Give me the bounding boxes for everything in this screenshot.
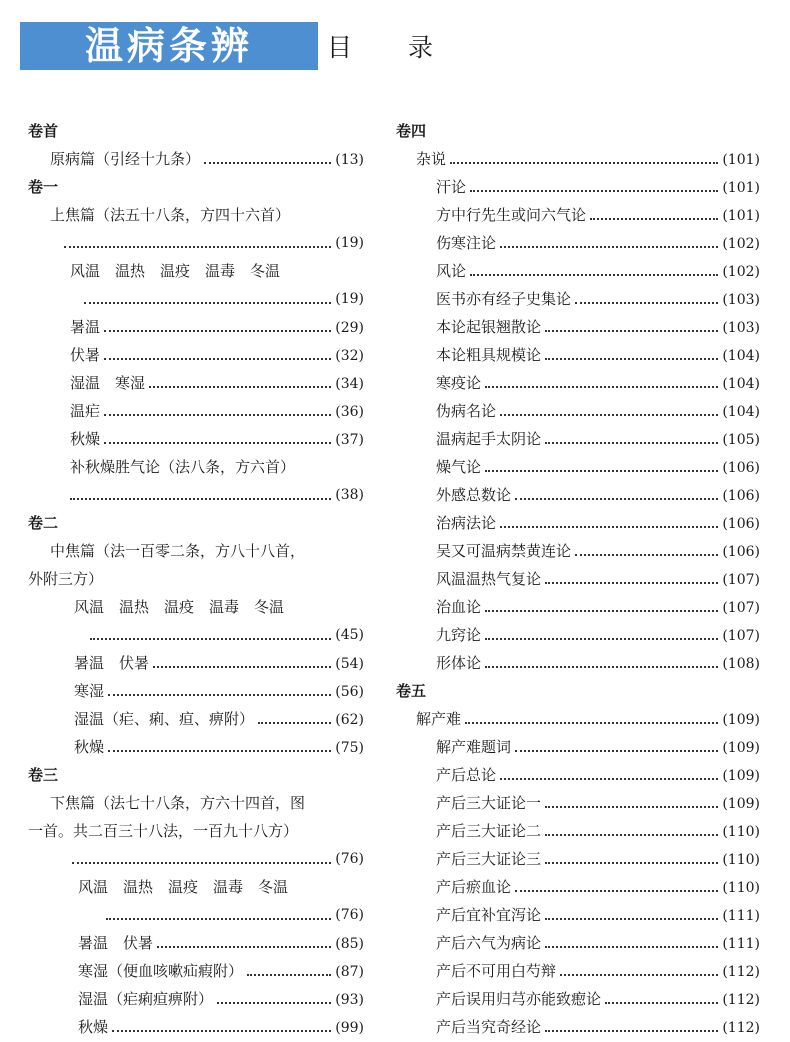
toc-heading-line bbox=[28, 453, 364, 481]
toc-heading-line bbox=[28, 593, 364, 621]
dot-leader bbox=[485, 470, 718, 472]
toc-entry bbox=[28, 397, 364, 425]
dot-leader bbox=[84, 302, 331, 304]
dot-leader bbox=[500, 526, 718, 528]
toc-entry-title: 秋燥 bbox=[78, 1018, 109, 1036]
toc-entry bbox=[396, 649, 760, 677]
toc-entry bbox=[396, 789, 760, 817]
toc-entry bbox=[396, 229, 760, 257]
page-number: (32) bbox=[335, 348, 364, 364]
dot-leader bbox=[450, 162, 718, 164]
toc-leader-line bbox=[28, 229, 364, 257]
toc-entry-title: 产后当究奇经论 bbox=[436, 1018, 542, 1036]
page-number: (104) bbox=[722, 404, 760, 420]
volume-heading bbox=[28, 761, 364, 789]
dot-leader bbox=[157, 946, 331, 948]
toc-entry-title: 形体论 bbox=[436, 654, 482, 672]
toc-entry bbox=[28, 677, 364, 705]
page-number: (104) bbox=[722, 376, 760, 392]
dot-leader bbox=[104, 330, 331, 332]
toc-entry bbox=[28, 425, 364, 453]
volume-heading bbox=[28, 173, 364, 201]
dot-leader bbox=[545, 946, 718, 948]
toc-entry-title: 治血论 bbox=[436, 598, 482, 616]
dot-leader bbox=[545, 806, 718, 808]
toc-entry-title: 燥气论 bbox=[436, 458, 482, 476]
toc-entry bbox=[396, 173, 760, 201]
toc-entry-title: 产后三大证论一 bbox=[436, 794, 542, 812]
toc-entry-title: 伤寒注论 bbox=[436, 234, 497, 252]
toc-entry-title: 暑温 伏暑 bbox=[78, 934, 154, 952]
toc-entry-title: 杂说 bbox=[416, 150, 447, 168]
toc-entry bbox=[396, 901, 760, 929]
toc-entry-title: 秋燥 bbox=[74, 738, 105, 756]
dot-leader bbox=[560, 974, 718, 976]
dot-leader bbox=[106, 918, 331, 920]
page-number: (38) bbox=[335, 487, 364, 503]
dot-leader bbox=[470, 274, 718, 276]
dot-leader bbox=[590, 218, 718, 220]
dot-leader bbox=[108, 750, 331, 752]
page-number: (85) bbox=[335, 936, 364, 952]
toc-entry bbox=[396, 845, 760, 873]
toc-entry bbox=[28, 341, 364, 369]
page-number: (29) bbox=[335, 320, 364, 336]
toc-entry bbox=[396, 481, 760, 509]
toc-entry-title: 风温 温热 温疫 温毒 冬温 bbox=[74, 598, 285, 616]
dot-leader bbox=[545, 918, 718, 920]
page-number: (107) bbox=[722, 600, 760, 616]
toc-entry bbox=[396, 565, 760, 593]
dot-leader bbox=[204, 162, 331, 164]
dot-leader bbox=[485, 638, 718, 640]
toc-entry-title: 一首。共二百三十八法，一百九十八方） bbox=[28, 822, 299, 840]
page-number: (19) bbox=[335, 291, 364, 307]
toc-leader-line bbox=[28, 845, 364, 873]
toc-entry bbox=[28, 1013, 364, 1041]
toc-entry-title: 产后宜补宜泻论 bbox=[436, 906, 542, 924]
toc-entry bbox=[396, 705, 760, 733]
dot-leader bbox=[72, 862, 331, 864]
page-number: (37) bbox=[335, 432, 364, 448]
page-number: (13) bbox=[335, 152, 364, 168]
toc-entry-title: 湿温（疟痢疸痹附） bbox=[78, 990, 214, 1008]
toc-entry-title: 九窍论 bbox=[436, 626, 482, 644]
page-number: (106) bbox=[722, 460, 760, 476]
page-number: (87) bbox=[335, 964, 364, 980]
book-title-banner: 温病条辨 bbox=[20, 22, 318, 70]
dot-leader bbox=[247, 974, 331, 976]
dot-leader bbox=[575, 554, 718, 556]
toc-entry bbox=[28, 313, 364, 341]
toc-entry-title: 伏暑 bbox=[70, 346, 101, 364]
toc-leader-line bbox=[28, 621, 364, 649]
dot-leader bbox=[545, 442, 718, 444]
page-number: (56) bbox=[335, 684, 364, 700]
dot-leader bbox=[575, 302, 718, 304]
page-number: (109) bbox=[722, 740, 760, 756]
page-number: (106) bbox=[722, 516, 760, 532]
toc-leader-line bbox=[28, 481, 364, 509]
page-number: (62) bbox=[335, 712, 364, 728]
toc-heading-line bbox=[28, 537, 364, 565]
toc-entry-title: 外感总数论 bbox=[436, 486, 512, 504]
toc-entry bbox=[28, 929, 364, 957]
toc-column-left bbox=[28, 117, 364, 1041]
toc-entry bbox=[396, 453, 760, 481]
page-number: (110) bbox=[722, 880, 760, 896]
toc-entry bbox=[396, 509, 760, 537]
page-number: (102) bbox=[722, 236, 760, 252]
toc-heading-line bbox=[28, 817, 364, 845]
dot-leader bbox=[217, 1002, 331, 1004]
dot-leader bbox=[605, 1002, 718, 1004]
toc-entry bbox=[396, 985, 760, 1013]
toc-entry-title: 卷二 bbox=[28, 514, 59, 532]
page-number: (102) bbox=[722, 264, 760, 280]
dot-leader bbox=[153, 666, 331, 668]
dot-leader bbox=[515, 498, 718, 500]
toc-entry bbox=[396, 817, 760, 845]
toc-entry-title: 原病篇（引经十九条） bbox=[50, 150, 201, 168]
page-number: (103) bbox=[722, 320, 760, 336]
toc-entry bbox=[396, 201, 760, 229]
toc-entry-title: 产后三大证论二 bbox=[436, 822, 542, 840]
toc-entry-title: 本论粗具规模论 bbox=[436, 346, 542, 364]
dot-leader bbox=[470, 190, 718, 192]
toc-entry-title: 风温温热气复论 bbox=[436, 570, 542, 588]
toc-entry bbox=[396, 929, 760, 957]
toc-entry-title: 暑温 伏暑 bbox=[74, 654, 150, 672]
toc-entry bbox=[396, 369, 760, 397]
page-number: (112) bbox=[722, 1020, 760, 1036]
toc-entry bbox=[396, 593, 760, 621]
toc-entry bbox=[396, 397, 760, 425]
toc-heading-line bbox=[28, 873, 364, 901]
toc-entry bbox=[28, 957, 364, 985]
dot-leader bbox=[545, 330, 718, 332]
toc-entry bbox=[396, 257, 760, 285]
page-number: (111) bbox=[722, 908, 760, 924]
toc-entry-title: 本论起银翘散论 bbox=[436, 318, 542, 336]
toc-heading-line bbox=[28, 565, 364, 593]
dot-leader bbox=[112, 1030, 331, 1032]
toc-entry bbox=[396, 733, 760, 761]
toc-entry-title: 下焦篇（法七十八条，方六十四首，图 bbox=[50, 794, 306, 812]
dot-leader bbox=[545, 582, 718, 584]
dot-leader bbox=[545, 862, 718, 864]
volume-heading bbox=[396, 117, 760, 145]
page-number: (109) bbox=[722, 712, 760, 728]
dot-leader bbox=[545, 358, 718, 360]
dot-leader bbox=[64, 246, 331, 248]
dot-leader bbox=[104, 358, 331, 360]
dot-leader bbox=[515, 750, 718, 752]
dot-leader bbox=[500, 414, 718, 416]
page-number: (105) bbox=[722, 432, 760, 448]
toc-heading-line bbox=[28, 257, 364, 285]
toc-entry bbox=[28, 733, 364, 761]
page-number: (99) bbox=[335, 1020, 364, 1036]
volume-heading bbox=[28, 509, 364, 537]
page-number: (36) bbox=[335, 404, 364, 420]
toc-entry-title: 医书亦有经子史集论 bbox=[436, 290, 572, 308]
page-number: (106) bbox=[722, 488, 760, 504]
page-number: (45) bbox=[335, 627, 364, 643]
toc-entry-title: 卷五 bbox=[396, 682, 427, 700]
toc-entry bbox=[28, 705, 364, 733]
page-number: (112) bbox=[722, 964, 760, 980]
toc-entry bbox=[396, 537, 760, 565]
toc-entry-title: 风温 温热 温疫 温毒 冬温 bbox=[70, 262, 281, 280]
page-number: (110) bbox=[722, 824, 760, 840]
dot-leader bbox=[108, 694, 331, 696]
page-number: (108) bbox=[722, 656, 760, 672]
toc-entry-title: 卷四 bbox=[396, 122, 427, 140]
toc-entry-title: 中焦篇（法一百零二条，方八十八首， bbox=[50, 542, 306, 560]
page-number: (101) bbox=[722, 152, 760, 168]
toc-entry-title: 产后不可用白芍辩 bbox=[436, 962, 557, 980]
toc-entry bbox=[396, 761, 760, 789]
dot-leader bbox=[485, 610, 718, 612]
page-number: (76) bbox=[335, 907, 364, 923]
toc-entry-title: 寒湿（便血咳嗽疝瘕附） bbox=[78, 962, 244, 980]
toc-entry-title: 卷一 bbox=[28, 178, 59, 196]
toc-entry-title: 产后瘀血论 bbox=[436, 878, 512, 896]
toc-entry-title: 方中行先生或问六气论 bbox=[436, 206, 587, 224]
toc-entry-title: 暑温 bbox=[70, 318, 101, 336]
toc-entry bbox=[396, 425, 760, 453]
toc-entry-title: 产后三大证论三 bbox=[436, 850, 542, 868]
toc-heading-line bbox=[28, 201, 364, 229]
toc-entry-title: 寒疫论 bbox=[436, 374, 482, 392]
toc-entry-title: 卷首 bbox=[28, 122, 59, 140]
volume-heading bbox=[28, 117, 364, 145]
toc-column-right bbox=[396, 117, 760, 1041]
toc-entry bbox=[396, 621, 760, 649]
toc-entry-title: 伪病名论 bbox=[436, 402, 497, 420]
toc-entry-title: 上焦篇（法五十八条，方四十六首） bbox=[50, 206, 291, 224]
dot-leader bbox=[500, 246, 718, 248]
toc-entry-title: 秋燥 bbox=[70, 430, 101, 448]
page-number: (112) bbox=[722, 992, 760, 1008]
dot-leader bbox=[70, 498, 331, 500]
dot-leader bbox=[545, 1030, 718, 1032]
page-number: (110) bbox=[722, 852, 760, 868]
dot-leader bbox=[515, 890, 718, 892]
dot-leader bbox=[149, 386, 331, 388]
page-number: (54) bbox=[335, 656, 364, 672]
dot-leader bbox=[485, 666, 718, 668]
page-number: (34) bbox=[335, 376, 364, 392]
page-number: (104) bbox=[722, 348, 760, 364]
toc-entry-title: 寒湿 bbox=[74, 682, 105, 700]
dot-leader bbox=[90, 638, 331, 640]
toc-entry bbox=[28, 985, 364, 1013]
page-number: (109) bbox=[722, 768, 760, 784]
toc-entry bbox=[28, 649, 364, 677]
dot-leader bbox=[465, 722, 718, 724]
toc-entry bbox=[28, 145, 364, 173]
toc-entry-title: 风论 bbox=[436, 262, 467, 280]
toc-entry-title: 风温 温热 温疫 温毒 冬温 bbox=[78, 878, 289, 896]
toc-entry-title: 外附三方） bbox=[28, 570, 104, 588]
toc-heading-line bbox=[28, 789, 364, 817]
dot-leader bbox=[258, 722, 331, 724]
page-number: (111) bbox=[722, 936, 760, 952]
page-number: (93) bbox=[335, 992, 364, 1008]
page-number: (19) bbox=[335, 235, 364, 251]
toc-entry bbox=[396, 1013, 760, 1041]
toc-entry-title: 温疟 bbox=[70, 402, 101, 420]
toc-entry bbox=[28, 369, 364, 397]
toc-entry bbox=[396, 873, 760, 901]
page-number: (107) bbox=[722, 572, 760, 588]
dot-leader bbox=[104, 414, 331, 416]
toc-entry bbox=[396, 145, 760, 173]
dot-leader bbox=[104, 442, 331, 444]
toc-entry-title: 治病法论 bbox=[436, 514, 497, 532]
toc-entry-title: 湿温（疟、痢、疸、痹附） bbox=[74, 710, 255, 728]
page-number: (76) bbox=[335, 851, 364, 867]
toc-leader-line bbox=[28, 285, 364, 313]
toc-heading: 目 录 bbox=[327, 33, 433, 62]
toc-entry-title: 产后总论 bbox=[436, 766, 497, 784]
toc-entry-title: 温病起手太阴论 bbox=[436, 430, 542, 448]
page-number: (107) bbox=[722, 628, 760, 644]
toc-entry-title: 卷三 bbox=[28, 766, 59, 784]
toc-entry bbox=[396, 341, 760, 369]
toc-entry-title: 产后六气为病论 bbox=[436, 934, 542, 952]
page-number: (75) bbox=[335, 740, 364, 756]
page-number: (103) bbox=[722, 292, 760, 308]
volume-heading bbox=[396, 677, 760, 705]
dot-leader bbox=[500, 778, 718, 780]
dot-leader bbox=[485, 386, 718, 388]
toc-entry-title: 解产难 bbox=[416, 710, 462, 728]
toc-entry-title: 解产难题词 bbox=[436, 738, 512, 756]
page-number: (101) bbox=[722, 180, 760, 196]
toc-leader-line bbox=[28, 901, 364, 929]
dot-leader bbox=[545, 834, 718, 836]
toc-entry-title: 湿温 寒湿 bbox=[70, 374, 146, 392]
page-number: (106) bbox=[722, 544, 760, 560]
toc-entry bbox=[396, 957, 760, 985]
page-number: (109) bbox=[722, 796, 760, 812]
toc-entry bbox=[396, 313, 760, 341]
toc-entry-title: 吴又可温病禁黄连论 bbox=[436, 542, 572, 560]
toc-entry-title: 汗论 bbox=[436, 178, 467, 196]
toc-entry-title: 补秋燥胜气论（法八条，方六首） bbox=[70, 458, 296, 476]
toc-entry-title: 产后误用归芎亦能致瘛论 bbox=[436, 990, 602, 1008]
toc-entry bbox=[396, 285, 760, 313]
page-number: (101) bbox=[722, 208, 760, 224]
